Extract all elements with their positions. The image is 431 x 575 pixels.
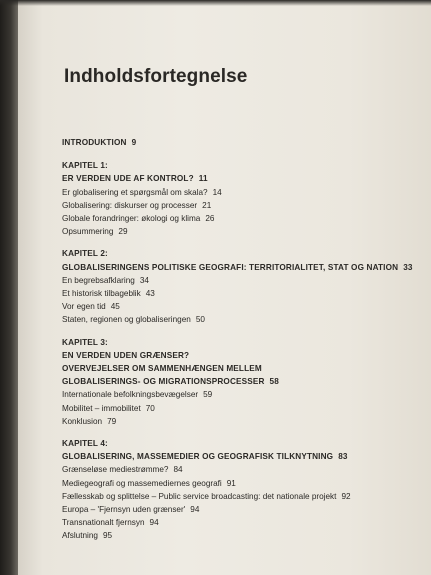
chapter-title [62,450,422,463]
toc-entry-page: 34 [139,275,149,285]
table-of-contents [62,136,422,543]
toc-entry-page: 94 [190,505,200,515]
chapter-title-text: ER VERDEN UDE AF KONTROL? [62,174,194,184]
chapter-spacer [62,149,422,159]
toc-entry-page: 94 [149,518,159,528]
toc-entry-page: 29 [118,227,128,237]
toc-entry-text: Europa – 'Fjernsyn uden grænser' [62,505,186,515]
toc-entry-page: 43 [145,289,155,299]
toc-entry [62,274,422,287]
toc-entry [62,463,422,476]
chapter-title-text: OVERVEJELSER OM SAMMENHÆNGEN MELLEM [62,364,262,374]
toc-entry-page: 91 [226,478,236,488]
toc-entry-text: Vor egen tid [62,302,106,312]
toc-entry [62,300,422,313]
chapter-number: KAPITEL 1: [62,161,108,171]
toc-entry-text: Grænseløse mediestrømme? [62,465,169,475]
chapter-number: KAPITEL 2: [62,249,108,259]
chapter-title-text: EN VERDEN UDEN GRÆNSER? [62,350,190,360]
toc-entry-text: Globale forandringer: økologi og klima [62,214,201,224]
toc-entry [62,225,422,238]
toc-entry-text: Opsummering [62,227,114,237]
toc-chapter [62,336,422,428]
toc-entry [62,529,422,542]
chapter-title-text: GLOBALISERINGS- OG MIGRATIONSPROCESSER [62,377,265,387]
toc-entry [62,199,422,212]
chapter-title [62,349,422,362]
toc-entry [62,516,422,529]
toc-entry-page: 50 [195,315,205,325]
toc-entry-text: Mediegeografi og massemediernes geografi [62,478,222,488]
toc-entry-page: 95 [102,531,113,541]
toc-entry [62,503,422,516]
toc-chapter [62,437,422,543]
chapter-spacer [62,327,422,336]
top-edge-shadow [0,0,431,6]
toc-entry [62,313,422,326]
toc-intro-page: 9 [131,138,137,147]
toc-entry [62,477,422,490]
toc-entry-page: 84 [173,465,183,475]
chapter-title-page: 58 [269,377,279,387]
chapter-spacer [62,238,422,247]
book-page [18,0,431,575]
toc-entry [62,186,422,199]
toc-entry [62,287,422,300]
toc-entry-text: Konklusion [62,416,103,426]
toc-entry-text: Transnationalt fjernsyn [62,518,145,528]
chapter-list [62,149,422,542]
toc-entry-text: Internationale befolkningsbevægelser [62,390,199,400]
chapter-title [62,261,422,274]
toc-intro [62,136,422,149]
toc-entry-page: 59 [203,390,213,400]
chapter-number: KAPITEL 3: [62,337,108,347]
toc-entry-text: Afslutning [62,531,98,541]
toc-entry-page: 92 [341,491,351,501]
toc-entry-text: Staten, regionen og globaliseringen [62,315,191,325]
toc-entry [62,212,422,225]
toc-entry-text: Er globalisering et spørgsmål om skala? [62,187,208,197]
book-gutter-shadow [0,0,18,575]
chapter-title [62,375,422,388]
toc-entry-text: Mobilitet – immobilitet [62,403,141,413]
page-title: Indholdsfortegnelse [64,66,248,87]
toc-entry [62,402,422,415]
toc-chapter [62,159,422,238]
toc-entry-text: En begrebsafklaring [62,275,135,285]
toc-intro-label: INTRODUKTION [62,138,127,147]
toc-entry-page: 45 [110,302,120,312]
toc-entry-page: 79 [107,416,117,426]
toc-entry-text: Et historisk tilbageblik [62,289,141,299]
chapter-title [62,172,422,185]
toc-entry-page: 21 [202,200,212,210]
toc-entry-text: Globalisering: diskurser og processer [62,200,198,210]
toc-entry [62,415,422,428]
toc-entry-page: 70 [145,403,155,413]
chapter-title-text: GLOBALISERING, MASSEMEDIER OG GEOGRAFISK TILKNYTNING [62,452,334,462]
chapter-title-page: 11 [198,174,208,184]
toc-entry [62,490,422,503]
chapter-title-text: GLOBALISERINGENS POLITISKE GEOGRAFI: TERRITORIALITET, STAT OG NATION [62,262,399,272]
chapter-number: KAPITEL 4: [62,439,108,449]
toc-chapter [62,247,422,326]
toc-entry [62,388,422,401]
chapter-title-page: 33 [403,262,413,272]
toc-entry-page: 14 [212,187,222,197]
chapter-title-page: 83 [338,452,348,462]
chapter-title [62,362,422,375]
chapter-spacer [62,428,422,437]
toc-entry-page: 26 [205,214,215,224]
toc-entry-text: Fællesskab og splittelse – Public service broadcasting: det nationale projekt [62,491,337,501]
